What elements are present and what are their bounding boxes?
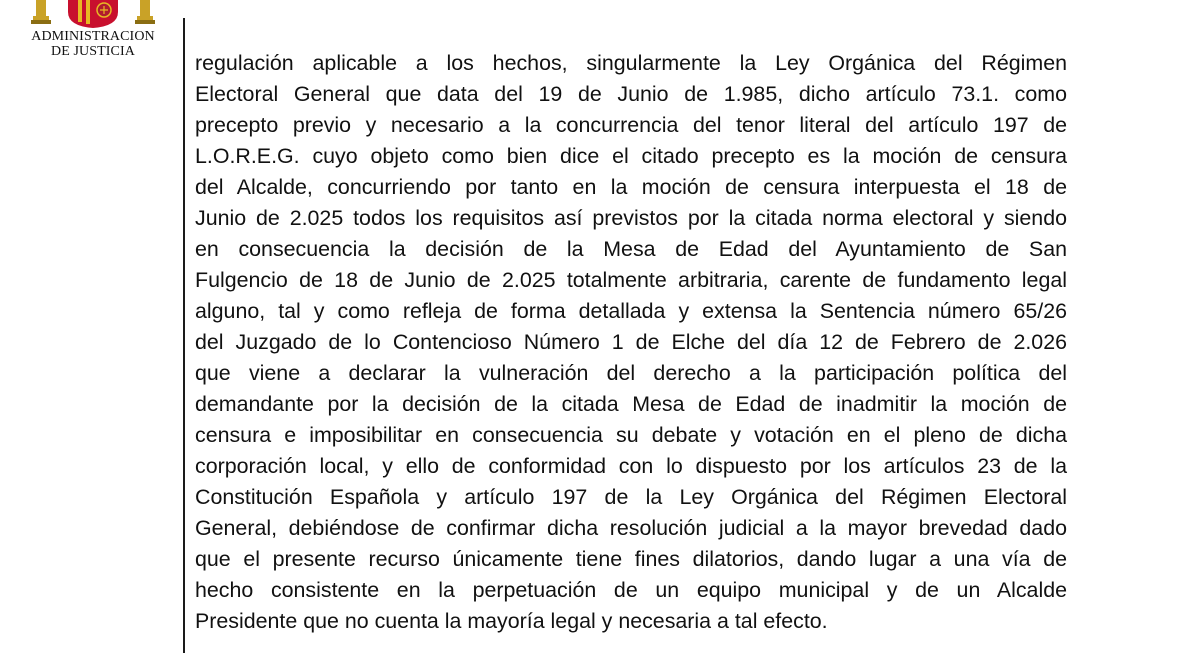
text-line: L.O.R.E.G. cuyo objeto como bien dice el citado precepto es la moción de censura bbox=[195, 144, 1067, 168]
text-line: Constitución Española y artículo 197 de la Ley Orgánica del Régimen Electoral bbox=[195, 485, 1067, 509]
text-line: en consecuencia la decisión de la Mesa de Edad del Ayuntamiento de San bbox=[195, 237, 1067, 261]
text-line: corporación local, y ello de conformidad con lo dispuesto por los artículos 23 de la bbox=[195, 454, 1067, 478]
text-line: demandante por la decisión de la citada Mesa de Edad de inadmitir la moción de bbox=[195, 392, 1067, 416]
text-line: censura e imposibilitar en consecuencia su debate y votación en el pleno de dicha bbox=[195, 423, 1067, 447]
institution-name-line1: ADMINISTRACION bbox=[31, 29, 155, 44]
institution-name-line2: DE JUSTICIA bbox=[51, 44, 135, 59]
text-line: del Alcalde, concurriendo por tanto en la moción de censura interpuesta el 18 de bbox=[195, 175, 1067, 199]
text-line: hecho consistente en la perpetuación de un equipo municipal y de un Alcalde bbox=[195, 578, 1067, 602]
text-line: regulación aplicable a los hechos, singularmente la Ley Orgánica del Régimen bbox=[195, 51, 1067, 75]
text-line: Fulgencio de 18 de Junio de 2.025 totalmente arbitraria, carente de fundamento legal bbox=[195, 268, 1067, 292]
page-header bbox=[18, 0, 168, 70]
text-line: alguno, tal y como refleja de forma detallada y extensa la Sentencia número 65/26 bbox=[195, 299, 1067, 323]
text-line: que el presente recurso únicamente tiene fines dilatorios, dando lugar a una vía de bbox=[195, 547, 1067, 571]
text-line: del Juzgado de lo Contencioso Número 1 de Elche del día 12 de Febrero de 2.026 bbox=[195, 330, 1067, 354]
margin-rule bbox=[183, 18, 185, 653]
text-line: General, debiéndose de confirmar dicha resolución judicial a la mayor brevedad dado bbox=[195, 516, 1067, 540]
document-body bbox=[195, 48, 1067, 637]
text-line: precepto previo y necesario a la concurrencia del tenor literal del artículo 197 de bbox=[195, 113, 1067, 137]
text-line: Junio de 2.025 todos los requisitos así previstos por la citada norma electoral y siendo bbox=[195, 206, 1067, 230]
coat-of-arms-emblem bbox=[28, 0, 158, 28]
text-line: Electoral General que data del 19 de Junio de 1.985, dicho artículo 73.1. como bbox=[195, 82, 1067, 106]
text-line: que viene a declarar la vulneración del derecho a la participación política del bbox=[195, 361, 1067, 385]
text-line: Presidente que no cuenta la mayoría legal y necesaria a tal efecto. bbox=[195, 609, 828, 633]
institution-name bbox=[18, 29, 168, 59]
